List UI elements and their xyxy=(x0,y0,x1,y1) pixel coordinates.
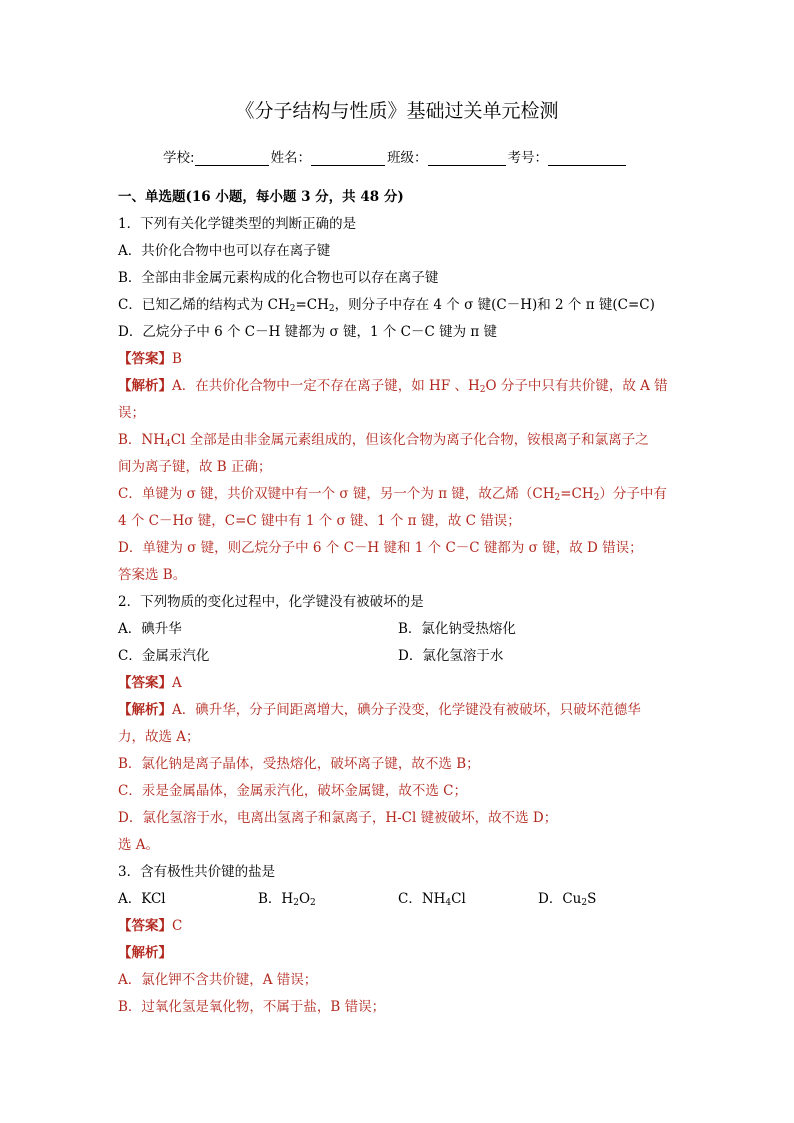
class-label: 班级： xyxy=(387,150,428,166)
exam-number-field xyxy=(508,146,629,166)
name-blank[interactable] xyxy=(311,151,385,166)
q2-options-row-1 xyxy=(118,616,678,643)
q1-analysis-2: B．$NH_4Cl$ 全部是由非金属元素组成的，但该化合物为离子化合物，铵根离子和氯离子之 xyxy=(118,432,649,449)
q3-stem: 3．含有极性共价键的盐是 xyxy=(118,864,276,880)
q3-analysis-2: B．过氧化氢是氧化物，不属于盐，B 错误； xyxy=(118,999,386,1015)
document-body xyxy=(118,184,678,1021)
name-field xyxy=(271,146,388,166)
q1-analysis-3: C．单键为 σ 键，共价双键中有一个 σ 键，另一个为 π 键，故乙烯$(CH_2=CH_2)$分子中有 xyxy=(118,486,667,503)
q1-option-a: A．共价化合物中也可以存在离子键 xyxy=(118,243,331,259)
q1-answer: 【答案】B xyxy=(118,351,182,367)
q1-option-b: B．全部由非金属元素构成的化合物也可以存在离子键 xyxy=(118,270,439,286)
q1-option-c: C．已知乙烯的结构式为 $CH_2=CH_2$，则分子中存在 4 个 σ 键(C－H)和 2 个 π 键(C=C) xyxy=(118,297,655,314)
q1-option-d: D．乙烷分子中 6 个 C－H 键都为 σ 键，1 个 C－C 键为 π 键 xyxy=(118,324,498,340)
exam-number-blank[interactable] xyxy=(548,151,626,166)
class-field xyxy=(387,146,508,166)
q2-options-row-2 xyxy=(118,643,678,670)
q1-analysis-5: 答案选 B。 xyxy=(118,567,187,583)
q2-analysis-4: D．氯化氢溶于水，电离出氢离子和氯离子，H-Cl 键被破坏，故不选 D； xyxy=(118,810,558,826)
q3-analysis-1: A．氯化钾不含共价键，A 错误； xyxy=(118,972,318,988)
school-label: 学校: xyxy=(163,150,195,166)
q2-stem: 2．下列物质的变化过程中，化学键没有被破坏的是 xyxy=(118,594,424,610)
q2-option-c: C．金属汞汽化 xyxy=(118,648,210,664)
q1-analysis-1: 【解析】A．在共价化合物中一定不存在离子键，如 HF 、$H_2O$ 分子中只有共价键，故 A 错 xyxy=(118,378,668,395)
q3-options-row xyxy=(118,886,678,913)
name-label: 姓名： xyxy=(270,150,312,166)
q1-analysis-4: D．单键为 σ 键，则乙烷分子中 6 个 C－H 键和 1 个 C－C 键都为 σ 键，故 D 错误； xyxy=(118,540,643,556)
exam-number-label: 考号： xyxy=(507,150,549,166)
student-info-fields xyxy=(163,146,628,166)
q3-option-d: D．$Cu_2S$ xyxy=(538,891,597,908)
q1-analysis-1-cont: 误； xyxy=(118,405,145,421)
q3-option-a: A．KCl xyxy=(118,891,166,907)
q1-analysis-3-cont: 4 个 C－Hσ 键，C=C 键中有 1 个 σ 键、1 个 π 键，故 C 错误； xyxy=(118,513,521,529)
page-title: 《分子结构与性质》基础过关单元检测 xyxy=(235,100,559,122)
q1-analysis-2-cont: 间为离子键，故 B 正确； xyxy=(118,459,272,475)
q2-analysis-2: B．氯化钠是离子晶体，受热熔化，破坏离子键，故不选 B； xyxy=(118,756,480,772)
q2-analysis-3: C．汞是金属晶体，金属汞汽化，破坏金属键，故不选 C； xyxy=(118,783,467,799)
section-heading: 一、单选题(16 小题，每小题 3 分，共 48 分) xyxy=(118,189,404,205)
q3-analysis-tag: 【解析】 xyxy=(118,945,172,961)
q3-answer: 【答案】C xyxy=(118,918,183,934)
q2-option-b: B．氯化钠受热熔化 xyxy=(398,621,516,637)
q2-analysis-1: 【解析】A．碘升华，分子间距离增大，碘分子没变，化学键没有被破坏，只破坏范德华 xyxy=(118,702,641,718)
q1-stem: 1．下列有关化学键类型的判断正确的是 xyxy=(118,216,357,232)
school-blank[interactable] xyxy=(195,151,269,166)
q2-analysis-5: 选 A。 xyxy=(118,837,160,853)
q3-option-c: C．$NH_4Cl$ xyxy=(398,891,466,908)
class-blank[interactable] xyxy=(428,151,506,166)
q2-option-a: A．碘升华 xyxy=(118,621,182,637)
q2-answer: 【答案】A xyxy=(118,675,182,691)
q2-analysis-1-cont: 力，故选 A； xyxy=(118,729,200,745)
school-field xyxy=(163,146,271,166)
q2-option-d: D．氯化氢溶于水 xyxy=(398,648,504,664)
q3-option-b: B．$H_2O_2$ xyxy=(258,891,316,908)
